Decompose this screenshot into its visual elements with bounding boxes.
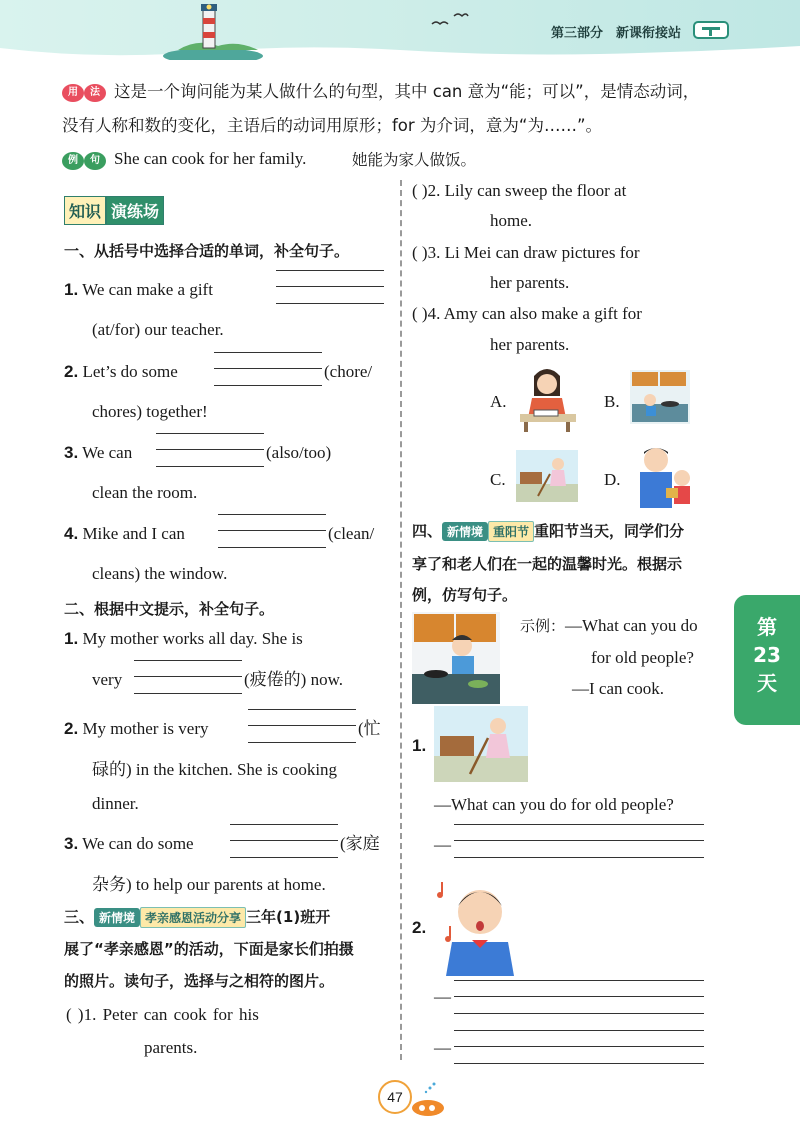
s2-q2-number: 2. [64, 719, 79, 738]
s1-q4-blank-top [218, 514, 326, 515]
section3-title-line1 [64, 906, 330, 928]
s2-q3-text-b: (家庭 [340, 834, 380, 853]
s4-item1-answer-line-2[interactable] [454, 840, 704, 841]
usage-text-line2: 没有人称和数的变化，主语后的动词用原形；for 为介词，意为“为……”。 [62, 116, 603, 135]
s1-q1-line1 [64, 278, 213, 302]
s2-q1-blank[interactable] [134, 676, 242, 677]
s3-q2-answer-paren[interactable]: ( )2. [412, 181, 441, 200]
section2-title: 二、根据中文提示，补全句子。 [64, 600, 275, 618]
header-wave-decoration [0, 40, 800, 62]
usage-badge-2: 法 [84, 84, 106, 102]
s1-q1-line2: (at/for) our teacher. [92, 320, 224, 339]
s4-item1-answer-line-3[interactable] [454, 857, 704, 858]
s4-item1-question: —What can you do for old people? [434, 795, 674, 814]
section3-prefix: 三、 [64, 908, 95, 926]
s2-q2-text-a: My mother is very [82, 719, 209, 738]
s2-q1-number: 1. [64, 629, 79, 648]
s4-item1-girl-sweeping-picture [434, 706, 528, 782]
usage-badge [62, 80, 106, 102]
s2-q2-blank-top [248, 709, 356, 710]
s1-q3-line1 [64, 441, 132, 465]
s4-item2-answer-line-4[interactable] [454, 1030, 704, 1031]
s2-q3-blank[interactable] [230, 840, 338, 841]
s3-q1-answer-paren[interactable]: ( )1. [66, 1005, 97, 1024]
s1-q2-line2: chores) together! [92, 402, 208, 421]
example-question-b: for old people? [591, 648, 694, 667]
s2-q1-text-a: My mother works all day. She is [82, 629, 303, 648]
page-number: 47 [378, 1080, 412, 1114]
s1-q1-text-a: We can make a gift [82, 280, 213, 299]
section4-title-line1 [412, 520, 684, 542]
example-label [520, 614, 698, 638]
example-badge [62, 148, 106, 170]
example-badge-1: 例 [62, 152, 84, 170]
section4-tag-topic: 重阳节 [488, 521, 534, 542]
s3-q3-line1 [412, 241, 640, 265]
s2-q3-text-c: 杂务) to help our parents at home. [92, 875, 326, 894]
s4-item2-dash2: — [434, 1038, 451, 1057]
s1-q1-blank-bottom [276, 303, 384, 304]
section3-tag-new-context: 新情境 [94, 908, 140, 927]
s3-q2-line1 [412, 179, 626, 203]
practice-title [64, 196, 164, 225]
s4-item1-dash: — [434, 835, 451, 854]
s2-q2-text-c: 碌的) in the kitchen. She is cooking [92, 760, 338, 779]
section4-title-b: 享了和老人们在一起的温馨时光。根据示 [412, 555, 683, 573]
s3-q1-text-b: parents. [144, 1038, 198, 1057]
s2-q1-line1 [64, 627, 303, 651]
s3-q3-answer-paren[interactable]: ( )3. [412, 243, 441, 262]
s2-q3-number: 3. [64, 834, 79, 853]
practice-title-part1: 知识 [64, 196, 106, 225]
s4-item2-answer-line-6[interactable] [454, 1063, 704, 1064]
s1-q4-line2: cleans) the window. [92, 564, 228, 583]
s3-q2-text-a: Lily can sweep the floor at [444, 181, 627, 200]
s2-q1-blank-bottom [134, 693, 242, 694]
section3-title-a: 三年(1)班开 [246, 908, 331, 926]
s1-q1-number: 1. [64, 280, 79, 299]
section4-title-c: 例，仿写句子。 [412, 586, 518, 604]
s3-q4-text-a: Amy can also make a gift for [443, 304, 642, 323]
s1-q3-blank[interactable] [156, 449, 264, 450]
day-tab-l1: 第 [757, 615, 777, 639]
s1-q2-line1 [64, 360, 178, 384]
s3-q3-text-a: Li Mei can draw pictures for [444, 243, 640, 262]
bird-icon [430, 10, 470, 30]
s2-q3-line1 [64, 832, 194, 856]
s3-q4-text-b: her parents. [490, 335, 570, 354]
s2-q2-text-d: dinner. [92, 794, 139, 813]
example-badge-2: 句 [84, 152, 106, 170]
option-c-girl-sweeping-picture[interactable] [516, 450, 578, 502]
s1-q4-text-a: Mike and I can [82, 524, 185, 543]
s1-q2-number: 2. [64, 362, 79, 381]
option-a-label: A. [490, 392, 507, 411]
s1-q3-text-a: We can [82, 443, 133, 462]
s1-q3-blank-bottom [156, 466, 264, 467]
header-section-label: 新课衔接站 [616, 26, 682, 41]
day-tab-l3: 天 [757, 671, 777, 695]
s2-q3-blank-bottom [230, 857, 338, 858]
s4-item1-number: 1. [412, 736, 427, 755]
s3-q3-text-b: her parents. [490, 273, 570, 292]
usage-text-line1: 这是一个询问能为某人做什么的句型，其中 can 意为“能；可以”，是情态动词， [114, 82, 700, 101]
s4-item2-answer-line-5[interactable] [454, 1046, 704, 1047]
s1-q2-text-b: (chore/ [324, 362, 373, 381]
s4-item2-dash1: — [434, 987, 451, 1006]
s1-q3-blank-top [156, 433, 264, 434]
section3-title-b: 展了“孝亲感恩”的活动，下面是家长们拍摄 [64, 940, 354, 958]
s1-q2-text-a: Let’s do some [82, 362, 178, 381]
s3-q4-line1 [412, 302, 642, 326]
submarine-fish-icon [408, 1080, 448, 1120]
section3-tag-topic: 孝亲感恩活动分享 [140, 907, 246, 928]
example-answer: —I can cook. [572, 679, 665, 698]
option-d-gift-picture[interactable] [630, 444, 698, 508]
s1-q4-blank-bottom [218, 547, 326, 548]
section3-title-c: 的照片。读句子，选择与之相符的图片。 [64, 972, 335, 990]
s2-q2-text-b: (忙 [358, 719, 381, 738]
section4-tag-new-context: 新情境 [442, 522, 488, 541]
s2-q1-blank-top [134, 660, 242, 661]
s2-q1-text-b: very [92, 670, 123, 689]
usage-badge-1: 用 [62, 84, 84, 102]
example-sentence-cn: 她能为家人做饭。 [352, 151, 477, 169]
s3-q1-line1 [66, 1003, 259, 1027]
day-tab-text [734, 613, 800, 697]
s1-q3-line2: clean the room. [92, 483, 198, 502]
s1-q4-line1 [64, 522, 185, 546]
s1-q3-number: 3. [64, 443, 79, 462]
practice-title-part2: 演练场 [106, 196, 164, 225]
section4-title-a: 重阳节当天，同学们分 [534, 522, 685, 540]
s1-q4-text-b: (clean/ [328, 524, 375, 543]
s2-q2-blank[interactable] [248, 725, 356, 726]
option-b-boy-cooking-picture[interactable] [630, 370, 690, 424]
section1-title: 一、从括号中选择合适的单词，补全句子。 [64, 242, 350, 260]
day-tab-l2: 23 [753, 643, 781, 667]
s4-item2-boy-singing-picture [434, 870, 516, 976]
s1-q4-blank[interactable] [218, 530, 326, 531]
header-part-label: 第三部分 [551, 26, 604, 41]
s4-item1-answer-line-1[interactable] [454, 824, 704, 825]
s1-q1-blank-top [276, 270, 384, 271]
s2-q2-line1 [64, 717, 209, 741]
s4-item2-number: 2. [412, 918, 427, 937]
example-question-a: —What can you do [565, 616, 698, 635]
example-sentence-en: She can cook for her family. [114, 149, 307, 168]
option-b-label: B. [604, 392, 620, 411]
column-divider [400, 180, 402, 1060]
option-d-label: D. [604, 470, 621, 489]
s2-q1-text-c: (疲倦的) now. [244, 670, 343, 689]
s3-q1-text-a: Peter can cook for his [102, 1005, 259, 1024]
s1-q2-blank[interactable] [214, 368, 322, 369]
header-logo-icon [692, 18, 732, 42]
s1-q1-blank[interactable] [276, 286, 384, 287]
s2-q2-blank-bottom [248, 742, 356, 743]
section4-prefix: 四、 [412, 522, 443, 540]
s2-q3-blank-top [230, 824, 338, 825]
option-c-label: C. [490, 470, 506, 489]
example-label-text: 示例： [520, 617, 566, 635]
s4-item2-answer-line-2[interactable] [454, 996, 704, 997]
s1-q4-number: 4. [64, 524, 79, 543]
s4-item2-answer-line-3[interactable] [454, 1013, 704, 1014]
s3-q4-answer-paren[interactable]: ( )4. [412, 304, 441, 323]
s2-q3-text-a: We can do some [82, 834, 194, 853]
lighthouse-icon [158, 0, 268, 60]
day-tab [734, 595, 800, 725]
s3-q2-text-b: home. [490, 211, 533, 230]
s1-q3-text-b: (also/too) [266, 443, 332, 462]
s4-item2-answer-line-1[interactable] [454, 980, 704, 981]
s1-q2-blank-bottom [214, 385, 322, 386]
example-boy-cooking-picture [412, 612, 500, 704]
option-a-girl-drawing-picture[interactable] [514, 362, 580, 432]
s1-q2-blank-top [214, 352, 322, 353]
